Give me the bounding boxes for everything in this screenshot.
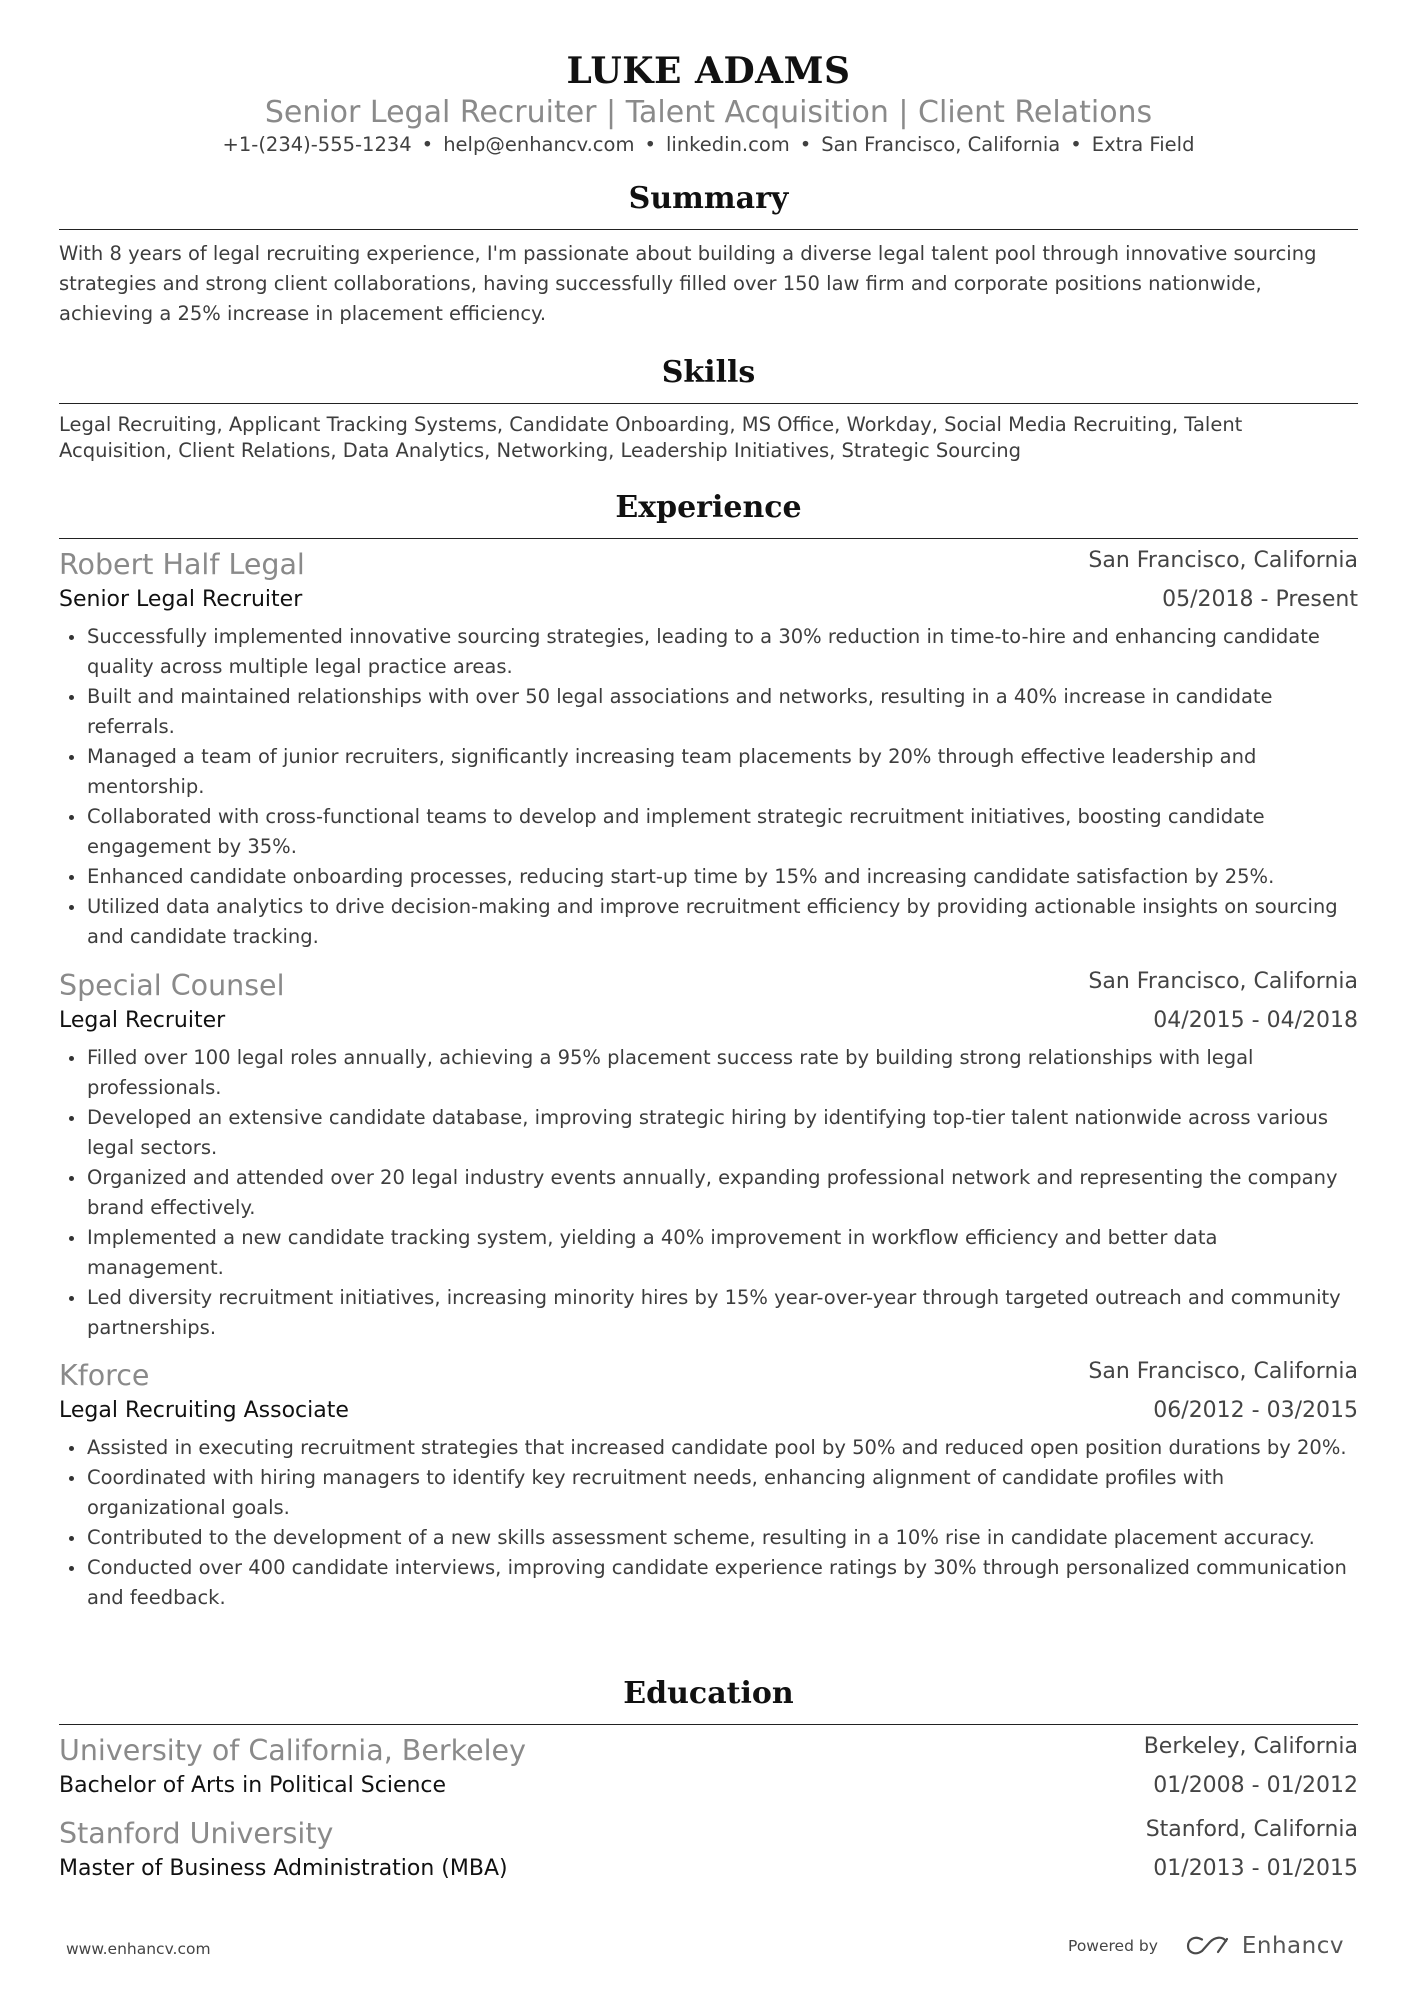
list-item: Filled over 100 legal roles annually, achieving a 95% placement success rate by building strong relationships with legal professionals.	[59, 1043, 1358, 1103]
bullet-separator: •	[421, 133, 434, 156]
school-name: University of California, Berkeley	[59, 1734, 526, 1767]
company-name: Special Counsel	[59, 969, 285, 1002]
footer-branding	[1068, 1933, 1344, 1959]
contact-email[interactable]: help@enhancv.com	[443, 133, 635, 156]
footer-website[interactable]: www.enhancv.com	[66, 1940, 211, 1958]
job-dates: 04/2015 - 04/2018	[1153, 1008, 1358, 1033]
job-location: San Francisco, California	[1088, 548, 1358, 573]
section-title-experience: Experience	[615, 490, 802, 525]
company-name: Kforce	[59, 1359, 150, 1392]
list-item: Utilized data analytics to drive decision-making and improve recruitment efficiency by providing actionable insights on sourcing and candidate tracking.	[59, 892, 1358, 952]
headline: Senior Legal Recruiter | Talent Acquisition | Client Relations	[264, 95, 1153, 130]
bullet-separator: •	[1070, 133, 1082, 156]
education-dates: 01/2008 - 01/2012	[1153, 1773, 1358, 1798]
contact-phone: +1-(234)-555-1234	[222, 133, 412, 156]
section-title-summary: Summary	[628, 181, 789, 216]
job-location: San Francisco, California	[1088, 969, 1358, 994]
contact-extra: Extra Field	[1091, 133, 1195, 156]
degree: Master of Business Administration (MBA)	[59, 1856, 508, 1881]
company-name: Robert Half Legal	[59, 548, 305, 581]
powered-by-label: Powered by	[1068, 1937, 1158, 1955]
list-item: Coordinated with hiring managers to identify key recruitment needs, enhancing alignment of candidate profiles with organizational goals.	[59, 1463, 1358, 1523]
section-title-skills: Skills	[661, 355, 756, 390]
list-item: Assisted in executing recruitment strategies that increased candidate pool by 50% and reduced open position durations by 20%.	[59, 1433, 1358, 1463]
candidate-name: LUKE ADAMS	[566, 50, 851, 92]
list-item: Contributed to the development of a new skills assessment scheme, resulting in a 10% rise in candidate placement accuracy.	[59, 1523, 1358, 1553]
contact-linkedin[interactable]: linkedin.com	[665, 133, 790, 156]
section-title-education: Education	[623, 1676, 794, 1711]
education-dates: 01/2013 - 01/2015	[1153, 1856, 1358, 1881]
section-divider	[59, 229, 1358, 230]
list-item: Successfully implemented innovative sourcing strategies, leading to a 30% reduction in time-to-hire and enhancing candidate quality across multiple legal practice areas.	[59, 622, 1358, 682]
list-item: Led diversity recruitment initiatives, increasing minority hires by 15% year-over-year through targeted outreach and community partnerships.	[59, 1283, 1358, 1343]
job-dates: 05/2018 - Present	[1162, 587, 1358, 612]
job-title: Legal Recruiter	[59, 1008, 226, 1033]
section-divider	[59, 1724, 1358, 1725]
skills-text: Legal Recruiting, Applicant Tracking Systems, Candidate Onboarding, MS Office, Workday, Social Media Recruiting, Talent Acquisition, Client Relations, Data Analytics, Networking, Leadership Initiatives, Strategic Sourcing	[59, 413, 1243, 462]
job-bullets	[59, 1043, 1358, 1343]
list-item: Collaborated with cross-functional teams to develop and implement strategic recruitment initiatives, boosting candidate engagement by 35%.	[59, 802, 1358, 862]
job-title: Senior Legal Recruiter	[59, 587, 303, 612]
school-location: Stanford, California	[1145, 1817, 1358, 1842]
list-item: Implemented a new candidate tracking system, yielding a 40% improvement in workflow efficiency and better data management.	[59, 1223, 1358, 1283]
contact-location: San Francisco, California	[821, 133, 1061, 156]
contact-line	[59, 133, 1358, 156]
list-item: Organized and attended over 20 legal industry events annually, expanding professional network and representing the company brand effectively.	[59, 1163, 1358, 1223]
enhancv-logo-icon	[1186, 1934, 1232, 1958]
job-dates: 06/2012 - 03/2015	[1153, 1398, 1358, 1423]
job-location: San Francisco, California	[1088, 1359, 1358, 1384]
job-title: Legal Recruiting Associate	[59, 1398, 349, 1423]
bullet-separator: •	[644, 133, 656, 156]
list-item: Conducted over 400 candidate interviews, improving candidate experience ratings by 30% through personalized communication and feedback.	[59, 1553, 1358, 1613]
list-item: Managed a team of junior recruiters, significantly increasing team placements by 20% through effective leadership and mentorship.	[59, 742, 1358, 802]
summary-text: With 8 years of legal recruiting experience, I'm passionate about building a diverse legal talent pool through innovative sourcing strategies and strong client collaborations, having successfully filled over 150 law firm and corporate positions nationwide, achieving a 25% increase in placement efficiency.	[59, 242, 1317, 325]
bullet-separator: •	[799, 133, 812, 156]
section-divider	[59, 538, 1358, 539]
school-location: Berkeley, California	[1143, 1734, 1358, 1759]
school-name: Stanford University	[59, 1817, 334, 1850]
degree: Bachelor of Arts in Political Science	[59, 1773, 447, 1798]
list-item: Developed an extensive candidate database, improving strategic hiring by identifying top-tier talent nationwide across various legal sectors.	[59, 1103, 1358, 1163]
list-item: Built and maintained relationships with over 50 legal associations and networks, resulting in a 40% increase in candidate referrals.	[59, 682, 1358, 742]
job-bullets	[59, 1433, 1358, 1613]
section-divider	[59, 403, 1358, 404]
job-bullets	[59, 622, 1358, 952]
list-item: Enhanced candidate onboarding processes, reducing start-up time by 15% and increasing candidate satisfaction by 25%.	[59, 862, 1358, 892]
brand-name: Enhancv	[1241, 1933, 1344, 1959]
